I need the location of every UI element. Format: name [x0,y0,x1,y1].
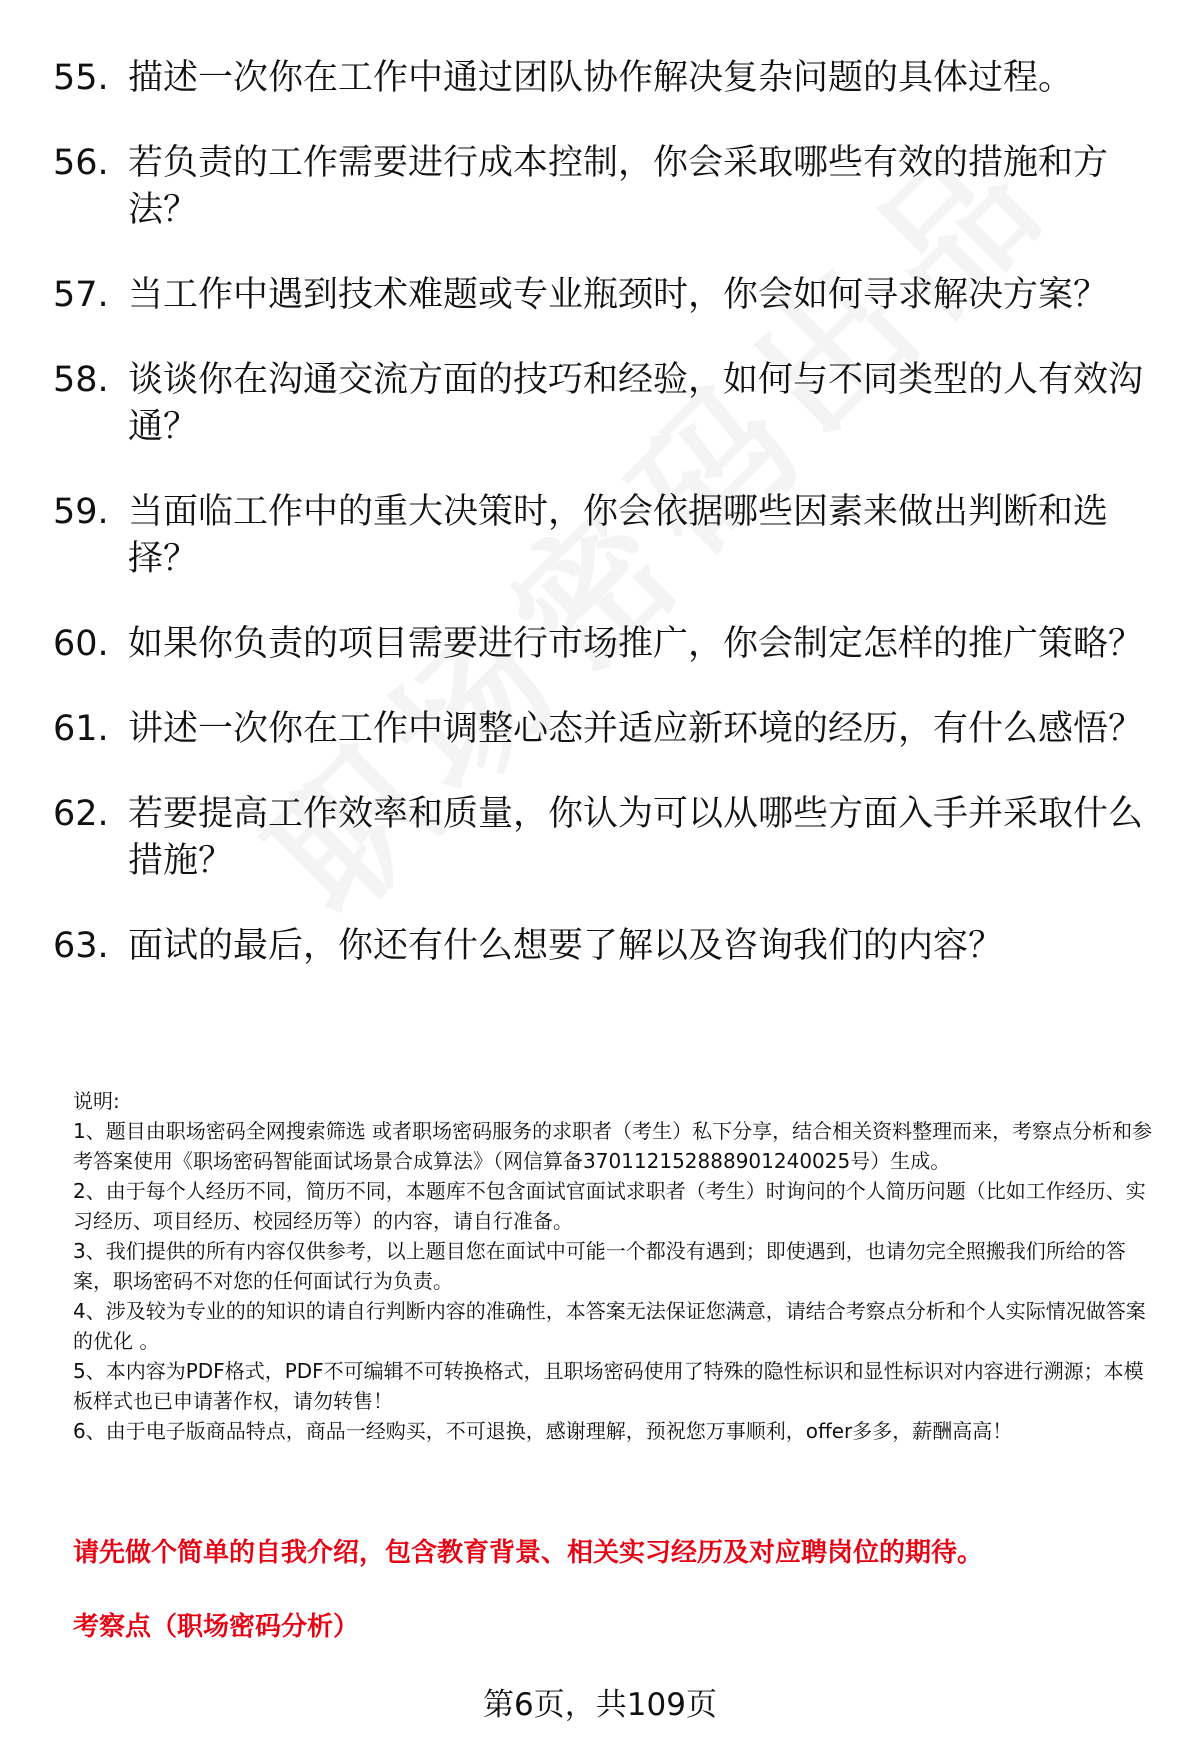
question-text: 当工作中遇到技术难题或专业瓶颈时，你会如何寻求解决方案？ [128,275,1109,315]
question-text: 如果你负责的项目需要进行市场推广，你会制定怎样的推广策略？ [128,624,1144,664]
question-number: 57. [53,275,109,315]
note-item: 1、题目由职场密码全网搜索筛选 或者职场密码服务的求职者（考生）私下分享，结合相关资料整理而来，考察点分析和参考答案使用《职场密码智能面试场景合成算法》（网信算备370112152888901240025号）生成。 [73,1119,1153,1173]
question-item [53,140,1148,234]
question-number: 61. [53,709,109,749]
question-number: 59. [53,492,109,532]
question-list [53,55,1148,1008]
section-heading: 考察点（职场密码分析） [73,1612,360,1642]
note-item: 6、由于电子版商品特点，商品一经购买，不可退换，感谢理解，预祝您万事顺利，offer多多，薪酬高高！ [73,1419,1013,1443]
question-number: 55. [53,58,109,98]
highlighted-question: 请先做个简单的自我介绍，包含教育背景、相关实习经历及对应聘岗位的期待。 [73,1538,984,1568]
question-item [53,706,1148,753]
note-item: 2、由于每个人经历不同，简历不同，本题库不包含面试官面试求职者（考生）时询问的个人简历问题（比如工作经历、实习经历、项目经历、校园经历等）的内容，请自行准备。 [73,1179,1146,1233]
question-number: 58. [53,360,109,400]
question-item [53,357,1148,451]
question-text: 谈谈你在沟通交流方面的技巧和经验，如何与不同类型的人有效沟通？ [128,360,1144,447]
question-item [53,489,1148,583]
question-number: 56. [53,143,109,183]
question-text: 当面临工作中的重大决策时，你会依据哪些因素来做出判断和选择？ [128,492,1109,579]
question-text: 面试的最后，你还有什么想要了解以及咨询我们的内容？ [128,926,1004,966]
question-item [53,923,1148,970]
question-number: 60. [53,624,109,664]
question-item [53,621,1148,668]
note-item: 4、涉及较为专业的的知识的请自行判断内容的准确性，本答案无法保证您满意，请结合考察点分析和个人实际情况做答案的优化 。 [73,1299,1146,1353]
question-number: 62. [53,794,109,834]
notes-section [73,1086,1158,1446]
question-text: 描述一次你在工作中通过团队协作解决复杂问题的具体过程。 [128,58,1074,98]
note-item: 3、我们提供的所有内容仅供参考，以上题目您在面试中可能一个都没有遇到；即使遇到，也请勿完全照搬我们所给的答案，职场密码不对您的任何面试行为负责。 [73,1239,1126,1293]
question-item [53,272,1148,319]
page-number: 第6页，共109页 [483,1687,717,1723]
question-item [53,791,1148,885]
question-number: 63. [53,926,109,966]
question-item [53,55,1148,102]
question-text: 讲述一次你在工作中调整心态并适应新环境的经历，有什么感悟？ [128,709,1144,749]
note-item: 5、本内容为PDF格式，PDF不可编辑不可转换格式，且职场密码使用了特殊的隐性标识和显性标识对内容进行溯源；本模板样式也已申请著作权，请勿转售！ [73,1359,1144,1413]
question-text: 若要提高工作效率和质量，你认为可以从哪些方面入手并采取什么措施？ [128,794,1144,881]
notes-heading: 说明: [73,1089,120,1113]
question-text: 若负责的工作需要进行成本控制，你会采取哪些有效的措施和方法？ [128,143,1109,230]
